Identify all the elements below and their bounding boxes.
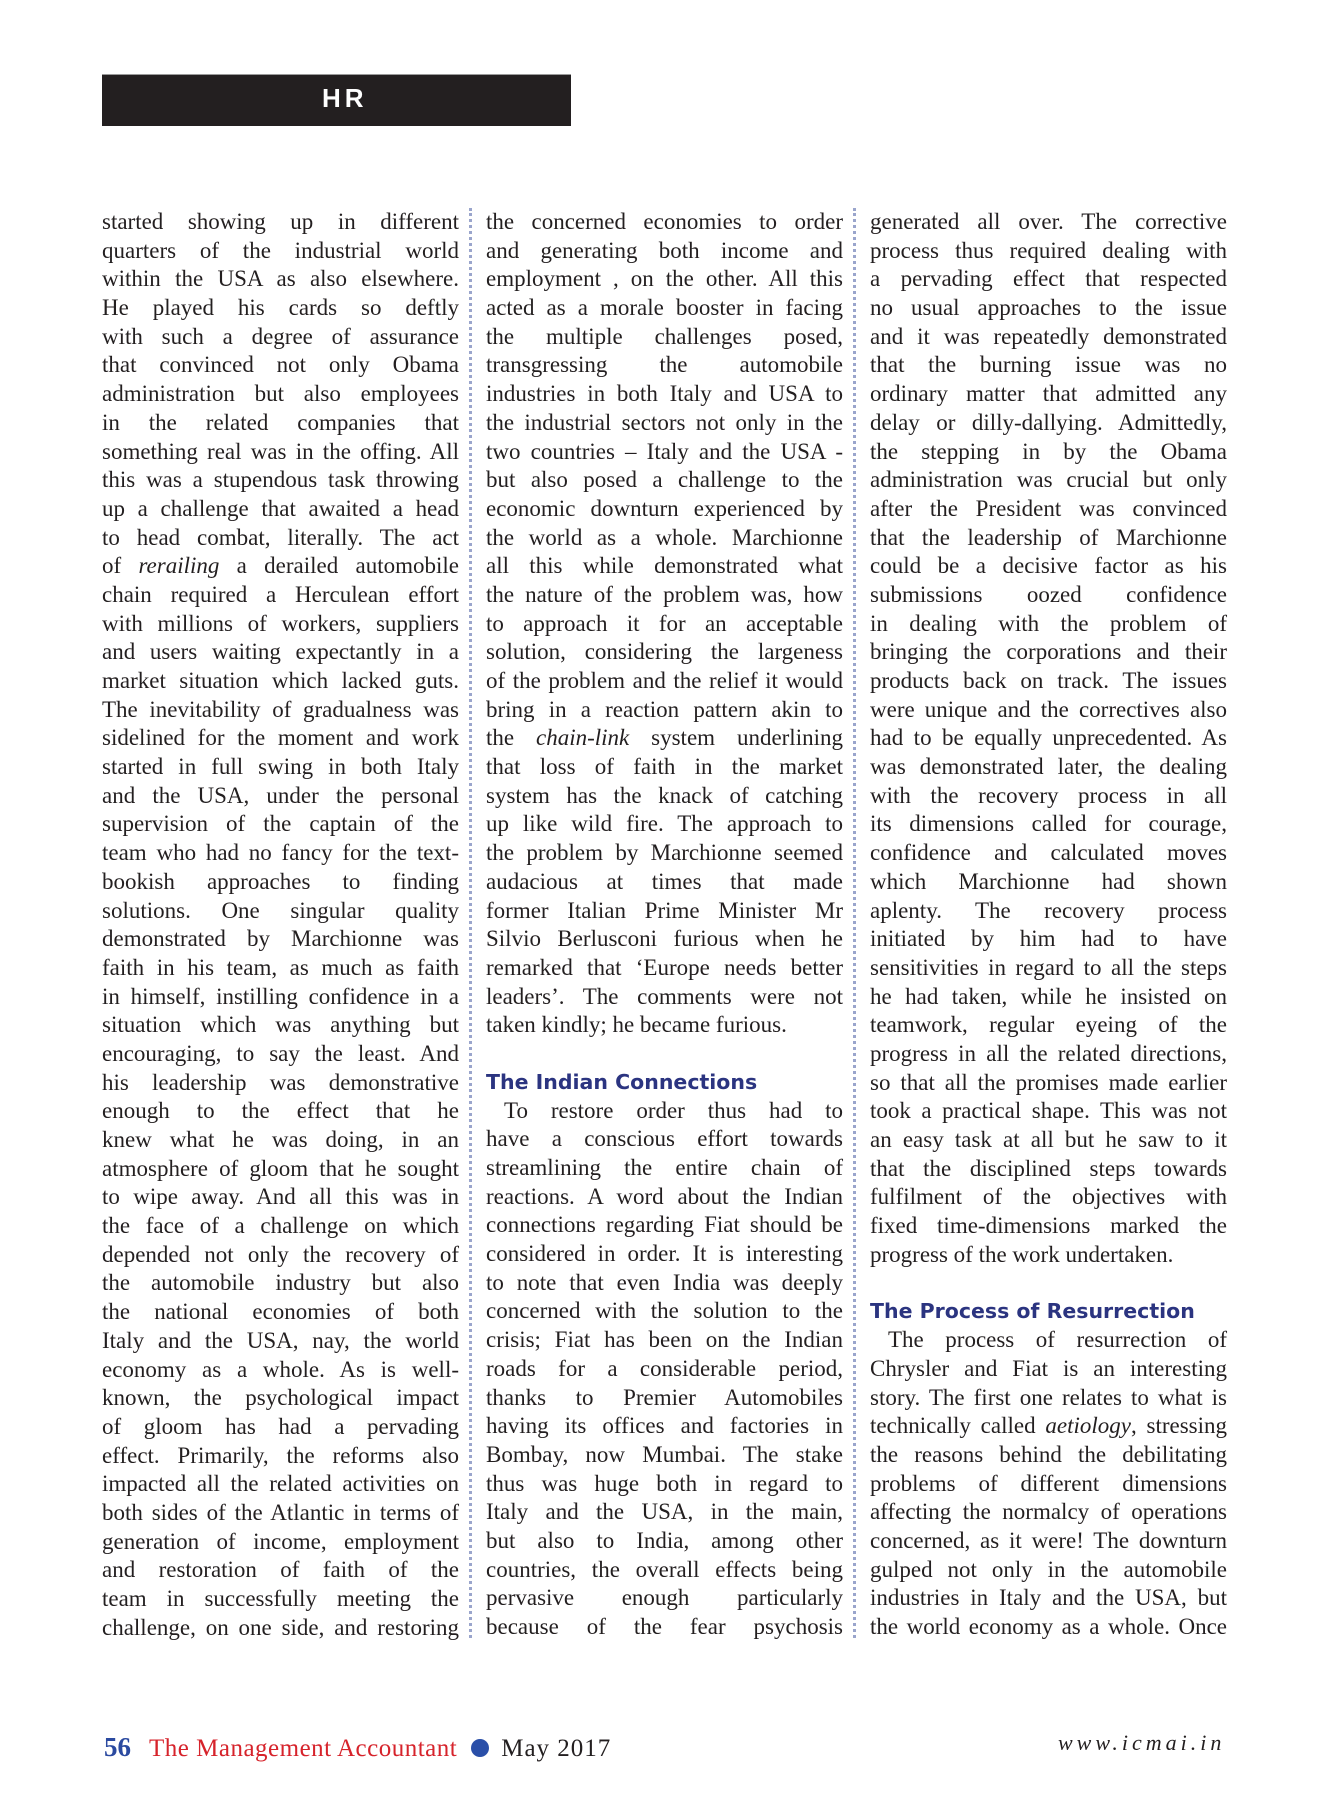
text-line: that convinced not only Obama xyxy=(102,352,459,378)
article-column-2 xyxy=(486,208,843,1642)
text-line: were unique and the correctives also xyxy=(870,696,1227,722)
text-line: connections regarding Fiat should be xyxy=(486,1212,843,1238)
text-line: his leadership was demonstrative xyxy=(102,1069,459,1095)
text-line: To restore order thus had to xyxy=(504,1097,843,1123)
text-line: the automobile industry but also xyxy=(102,1270,459,1296)
text-line: solution, considering the largeness xyxy=(486,639,843,665)
text-line: of rerailing a derailed automobile xyxy=(102,553,459,579)
text-line: generation of income, employment xyxy=(102,1528,459,1554)
text-line: in the related companies that xyxy=(102,409,459,435)
italic-term: aetiology xyxy=(1045,1413,1131,1439)
text-line: faith in his team, as much as faith xyxy=(102,954,459,980)
text-line: fixed time-dimensions marked the xyxy=(870,1213,1227,1239)
text-line: the concerned economies to order xyxy=(486,209,843,234)
spacer xyxy=(870,1269,1227,1283)
text-line: after the President was convinced xyxy=(870,495,1227,521)
text-line: former Italian Prime Minister Mr xyxy=(486,897,843,923)
text-line: that loss of faith in the market xyxy=(486,754,843,780)
text-line: bringing the corporations and their xyxy=(870,639,1227,665)
section-heading: The Process of Resurrection xyxy=(870,1299,1195,1324)
text-line: Bombay, now Mumbai. The stake xyxy=(486,1441,843,1467)
column-divider xyxy=(853,208,856,1638)
text-line: and users waiting expectantly in a xyxy=(102,639,459,665)
page-number: 56 xyxy=(104,1732,131,1762)
column-divider xyxy=(469,208,472,1638)
text-line: thanks to Premier Automobiles xyxy=(486,1384,843,1410)
text-line: products back on track. The issues xyxy=(870,668,1227,693)
spacer xyxy=(486,1040,843,1054)
text-line: having its offices and factories in xyxy=(486,1413,843,1439)
text-line: with the recovery process in all xyxy=(870,782,1227,808)
text-line: and it was repeatedly demonstrated xyxy=(870,323,1227,349)
text-line: The inevitability of gradualness was xyxy=(102,696,459,722)
text-line: that the burning issue was no xyxy=(870,352,1227,378)
text-line: and generating both income and xyxy=(486,237,843,263)
text-line: aplenty. The recovery process xyxy=(870,897,1227,923)
text-line: progress in all the related directions, xyxy=(870,1040,1227,1066)
text-line: up a challenge that awaited a head xyxy=(102,495,459,521)
text-line: market situation which lacked guts. xyxy=(102,668,459,693)
text-line: generated all over. The corrective xyxy=(870,209,1227,234)
text-line: team who had no fancy for the text- xyxy=(102,840,459,866)
text-line: roads for a considerable period, xyxy=(486,1355,843,1381)
text-line: which Marchionne had shown xyxy=(870,868,1227,894)
text-line: the face of a challenge on which xyxy=(102,1213,459,1239)
text-line: with such a degree of assurance xyxy=(102,323,459,349)
article-column-3 xyxy=(870,208,1227,1642)
text-line: knew what he was doing, in an xyxy=(102,1127,459,1152)
section-header-band xyxy=(102,74,571,126)
text-line: teamwork, regular eyeing of the xyxy=(870,1012,1227,1038)
text-line: and restoration of faith of the xyxy=(102,1557,459,1583)
text-line: leaders’. The comments were not xyxy=(486,983,843,1009)
text-line: all this while demonstrated what xyxy=(486,553,843,579)
text-line: a pervading effect that respected xyxy=(870,266,1227,292)
text-line: that the leadership of Marchionne xyxy=(870,524,1227,550)
text-line: to head combat, literally. The act xyxy=(102,524,459,550)
text-line: two countries – Italy and the USA - xyxy=(486,438,843,464)
text-line: challenge, on one side, and restoring xyxy=(102,1614,459,1640)
text-line: pervasive enough particularly xyxy=(486,1585,843,1611)
text-line: process thus required dealing with xyxy=(870,237,1227,263)
text-line: sensitivities in regard to all the steps xyxy=(870,954,1227,980)
text-line: the problem by Marchionne seemed xyxy=(486,840,843,866)
text-line: to wipe away. And all this was in xyxy=(102,1184,459,1210)
text-line: the world as a whole. Marchionne xyxy=(486,524,843,550)
text-line: atmosphere of gloom that he sought xyxy=(102,1155,459,1181)
text-line: technically called aetiology, stressing xyxy=(870,1413,1227,1439)
text-line: thus was huge both in regard to xyxy=(486,1470,843,1496)
text-line: industries in both Italy and USA to xyxy=(486,381,843,407)
text-line: that the disciplined steps towards xyxy=(870,1155,1227,1181)
text-line: remarked that ‘Europe needs better xyxy=(486,954,843,980)
text-line: encouraging, to say the least. And xyxy=(102,1040,459,1066)
text-line: confidence and calculated moves xyxy=(870,840,1227,866)
text-line: the multiple challenges posed, xyxy=(486,323,843,349)
text-line: delay or dilly-dallying. Admittedly, xyxy=(870,409,1227,435)
issue-date: May 2017 xyxy=(501,1735,612,1762)
italic-term: rerailing xyxy=(138,553,220,579)
text-line: started showing up in different xyxy=(102,209,459,234)
text-line: to note that even India was deeply xyxy=(486,1269,843,1295)
text-line: system has the knack of catching xyxy=(486,782,843,808)
text-line: an easy task at all but he saw to it xyxy=(870,1127,1227,1152)
article-column-1 xyxy=(102,208,459,1642)
text-line: was demonstrated later, the dealing xyxy=(870,754,1227,780)
text-line: enough to the effect that he xyxy=(102,1098,459,1124)
text-line: started in full swing in both Italy xyxy=(102,754,459,780)
text-line: problems of different dimensions xyxy=(870,1470,1227,1496)
bullet-dot-icon xyxy=(471,1739,489,1757)
text-line: effect. Primarily, the reforms also xyxy=(102,1442,459,1468)
text-line: but also to India, among other xyxy=(486,1527,843,1553)
text-line: to approach it for an acceptable xyxy=(486,610,843,636)
text-line: the national economies of both xyxy=(102,1299,459,1325)
text-line: transgressing the automobile xyxy=(486,352,843,378)
text-line: of gloom has had a pervading xyxy=(102,1413,459,1439)
text-line: solutions. One singular quality xyxy=(102,897,459,923)
text-line: employment , on the other. All this xyxy=(486,266,843,292)
text-line: ordinary matter that admitted any xyxy=(870,381,1227,407)
text-line: could be a decisive factor as his xyxy=(870,553,1227,579)
section-heading: The Indian Connections xyxy=(486,1069,758,1094)
text-line: of the problem and the relief it would xyxy=(486,668,843,693)
text-line: impacted all the related activities on xyxy=(102,1471,459,1497)
text-line: He played his cards so deftly xyxy=(102,295,459,321)
text-line: because of the fear psychosis xyxy=(486,1614,843,1639)
text-line: up like wild fire. The approach to xyxy=(486,811,843,837)
text-line: have a conscious effort towards xyxy=(486,1126,843,1152)
text-line: the industrial sectors not only in the xyxy=(486,409,843,435)
text-line: crisis; Fiat has been on the Indian xyxy=(486,1327,843,1353)
page-footer xyxy=(104,1732,611,1763)
text-line: administration was crucial but only xyxy=(870,467,1227,493)
text-line: concerned with the solution to the xyxy=(486,1298,843,1324)
text-line: economy as a whole. As is well- xyxy=(102,1356,459,1382)
text-line: industries in Italy and the USA, but xyxy=(870,1585,1227,1611)
italic-term: chain-link xyxy=(536,725,630,751)
text-line: administration but also employees xyxy=(102,381,459,407)
text-line: the chain-link system underlining xyxy=(486,725,843,751)
text-line: progress of the work undertaken. xyxy=(870,1241,1174,1267)
website-link[interactable]: www.icmai.in xyxy=(1058,1730,1226,1755)
magazine-title: The Management Accountant xyxy=(149,1735,458,1762)
text-line: something real was in the offing. All xyxy=(102,438,459,464)
text-line: submissions oozed confidence xyxy=(870,581,1227,607)
text-line: so that all the promises made earlier xyxy=(870,1069,1227,1095)
text-line: acted as a morale booster in facing xyxy=(486,295,843,321)
text-line: no usual approaches to the issue xyxy=(870,295,1227,321)
text-line: bookish approaches to finding xyxy=(102,868,459,894)
text-line: supervision of the captain of the xyxy=(102,811,459,837)
text-line: fulfilment of the objectives with xyxy=(870,1184,1227,1210)
text-line: depended not only the recovery of xyxy=(102,1241,459,1267)
text-line: taken kindly; he became furious. xyxy=(486,1012,787,1038)
text-line: Silvio Berlusconi furious when he xyxy=(486,926,843,952)
text-line: team in successfully meeting the xyxy=(102,1586,459,1611)
text-line: streamlining the entire chain of xyxy=(486,1155,843,1180)
text-line: concerned, as it were! The downturn xyxy=(870,1527,1227,1553)
text-line: Chrysler and Fiat is an interesting xyxy=(870,1355,1227,1381)
text-line: he had taken, while he insisted on xyxy=(870,983,1227,1009)
text-line: quarters of the industrial world xyxy=(102,237,459,263)
text-line: economic downturn experienced by xyxy=(486,495,843,521)
text-line: the reasons behind the debilitating xyxy=(870,1441,1227,1467)
text-line: took a practical shape. This was not xyxy=(870,1098,1227,1124)
text-line: audacious at times that made xyxy=(486,868,843,894)
text-line: considered in order. It is interesting xyxy=(486,1241,843,1267)
text-line: The process of resurrection of xyxy=(888,1327,1227,1353)
text-line: had to be equally unprecedented. As xyxy=(870,725,1227,751)
text-line: story. The first one relates to what is xyxy=(870,1384,1227,1410)
section-label: HR xyxy=(322,83,368,113)
text-line: reactions. A word about the Indian xyxy=(486,1183,843,1209)
text-line: and the USA, under the personal xyxy=(102,782,459,808)
text-line: chain required a Herculean effort xyxy=(102,581,459,607)
text-line: in himself, instilling confidence in a xyxy=(102,983,459,1009)
text-line: its dimensions called for courage, xyxy=(870,811,1227,837)
text-line: countries, the overall effects being xyxy=(486,1556,843,1582)
text-line: the nature of the problem was, how xyxy=(486,581,843,607)
text-line: but also posed a challenge to the xyxy=(486,467,843,493)
text-line: the world economy as a whole. Once xyxy=(870,1614,1227,1639)
text-line: with millions of workers, suppliers xyxy=(102,610,459,636)
text-line: situation which was anything but xyxy=(102,1012,459,1038)
text-line: bring in a reaction pattern akin to xyxy=(486,696,843,722)
text-line: affecting the normalcy of operations xyxy=(870,1499,1227,1525)
text-line: demonstrated by Marchionne was xyxy=(102,926,459,952)
text-line: Italy and the USA, in the main, xyxy=(486,1499,843,1525)
text-line: sidelined for the moment and work xyxy=(102,725,459,751)
text-line: this was a stupendous task throwing xyxy=(102,467,459,493)
text-line: both sides of the Atlantic in terms of xyxy=(102,1499,459,1525)
text-line: gulped not only in the automobile xyxy=(870,1556,1227,1582)
text-line: known, the psychological impact xyxy=(102,1385,459,1411)
text-line: the stepping in by the Obama xyxy=(870,438,1227,464)
text-line: in dealing with the problem of xyxy=(870,610,1227,636)
text-line: initiated by him had to have xyxy=(870,926,1227,952)
text-line: within the USA as also elsewhere. xyxy=(102,266,459,292)
text-line: Italy and the USA, nay, the world xyxy=(102,1327,459,1353)
